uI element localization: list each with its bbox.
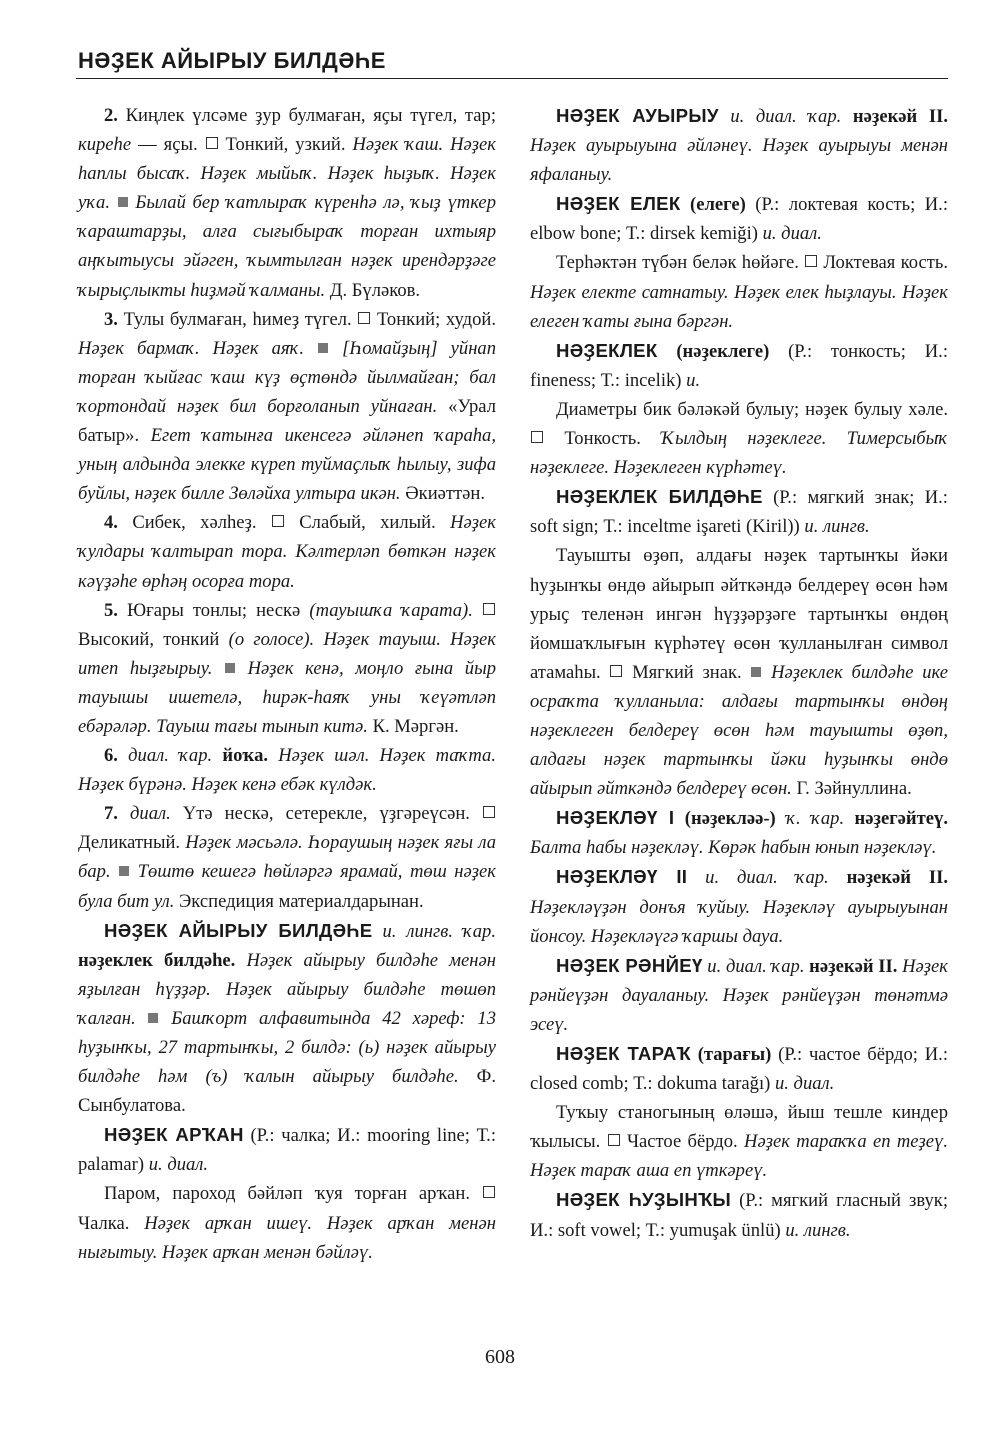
headword: НӘҘЕКЛЕК БИЛДӘҺЕ: [556, 486, 763, 508]
entry-nazek-huzynky: НӘҘЕК ҺУҘЫНҠЫ (Р.: мягкий гласный звук; И.: soft vowel; Т.: yumuşak ünlü) и. лингв.: [530, 1189, 948, 1241]
sense-4: 4. Сибек, хәлһеҙ. Слабый, хилый. Нәҙек ҡулдары ҡалтырап тора. Кәлтерләп бөткән нәҙек кәүҙәһе өрһәң осорға тора.: [78, 512, 496, 592]
quote-square-icon: [318, 343, 328, 353]
translation-box-icon: [206, 137, 218, 149]
translation-box-icon: [483, 806, 495, 818]
entry-nazek-tarak: НӘҘЕК ТАРАҠ (тарағы) (Р.: частое бёрдо; И.: closed comb; Т.: dokuma tarağı) и. диал.: [530, 1043, 948, 1095]
entry-nazek-arkan: НӘҘЕК АРҠАН (Р.: чалка; И.: mooring line; Т.: palamar) и. диал.: [78, 1124, 496, 1176]
headword: НӘҘЕК АЙЫРЫУ БИЛДӘҺЕ: [104, 919, 373, 941]
sense-6: 6. диал. ҡар. йоҡа. Нәҙек шәл. Нәҙек таҡта. Нәҙек бүрәнә. Нәҙек кенә ебәк күлдәк.: [78, 745, 496, 796]
entry-nazeklau-2: НӘҘЕКЛӘҮ II и. диал. ҡар. нәҙекәй II. Нәҙекләүҙән донъя ҡуйыу. Нәҙекләү ауырыуынан йонсоу. Нәҙекләүгә ҡаршы дауа.: [530, 866, 948, 947]
entry-nazek-elek-definition: Терһәктән түбән беләк һөйәге. Локтевая кость. Нәҙек електе сатнатыу. Нәҙек елек һыҙлауы. Нәҙек елеген ҡаты ғына бәргән.: [530, 252, 948, 332]
translation-box-icon: [272, 515, 284, 527]
entry-nazeklek-bildahe: НӘҘЕКЛЕК БИЛДӘҺЕ (Р.: мягкий знак; И.: soft sign; Т.: inceltme işareti (Kiril)) и. лингв.: [530, 486, 948, 538]
headword: НӘҘЕКЛЕК: [556, 339, 658, 361]
right-column: [530, 101, 948, 1245]
translation-box-icon: [805, 255, 817, 267]
entry-nazek-aiyryu-bildahe: НӘҘЕК АЙЫРЫУ БИЛДӘҺЕ и. лингв. ҡар. нәҙеклек билдәһе. Нәҙек айырыу билдәһе менән яҙылған һүҙҙәр. Нәҙек айырыу билдәһе төшөп ҡалған. Башҡорт алфавитында 42 хәреф: 13 һуҙынҡы, 27 тартынҡы, 2 билдә: (ь) нәҙек айырыу билдәһе һәм (ъ) ҡалын айырыу билдәһе. Ф. Сынбулатова.: [78, 919, 497, 1117]
quote-square-icon: [751, 667, 761, 677]
header-rule: [76, 78, 948, 79]
entry-nazeklek-bildahe-definition: Тауышты өҙөп, алдағы нәҙек тартынҡы йәки һуҙынҡы өндө айырып әйткәндә белдереү өсөн һәм урыҫ теленән ингән һүҙҙәрҙәге тартынҡы өндөң йомшаҡлығын күрһәтеү өсөн ҡулланылған символ атамаһы. Мягкий знак. Нәҙеклек билдәһе ике осраҡта ҡулланыла: алдағы тартынҡы өндөң нәҙеклеген белдереү өсөн һәм тауышты өҙөп, алдағы нәҙек тартынҡы йәки һуҙынҡы өндө айырып әйткәндә белдереү өсөн. Г. Зәйнуллина.: [530, 545, 948, 800]
headword: НӘҘЕК АРҠАН: [104, 1124, 244, 1146]
headword: НӘҘЕК РӘНЙЕҮ: [556, 954, 703, 976]
quote-square-icon: [118, 197, 128, 207]
headword: НӘҘЕК ТАРАҠ: [556, 1043, 691, 1064]
translation-box-icon: [610, 665, 622, 677]
headword: НӘҘЕК ҺУҘЫНҠЫ: [556, 1189, 732, 1211]
sense-3: 3. Тулы булмаған, һимеҙ түгел. Тонкий; худой. Нәҙек бармаҡ. Нәҙек аяҡ. [Һомайҙың] уйнап торған ҡыйғас ҡаш күҙ өҫтөндә йылмайған; бал ҡортондай нәҙек бил борғоланып уйнаған. «Урал батыр». Егет ҡатынға икенсегә әйләнеп ҡараһа, уның алдында элекке күреп туймаҫлыҡ һылыу, зифа буйлы, нәҙек билле Зөләйха ултыра икән. Әкиәттән.: [78, 308, 497, 505]
sense-7: 7. диал. Үтә нескә, сетерекле, үҙгәреүсән. Деликатный. Нәҙек мәсьәлә. Һораушың нәҙек яғы ла бар. Төштө кешегә һөйләргә ярамай, төш нәҙек була бит ул. Экспедиция материалдарынан.: [78, 803, 497, 912]
entry-nazek-tarak-definition: Туҡыу станогының өләшә, йыш тешле киндер ҡылысы. Частое бёрдо. Нәҙек тараҡҡа еп теҙеү. Нәҙек тараҡ аша еп үткәреү.: [530, 1102, 948, 1182]
entry-nazek-auyryu: НӘҘЕК АУЫРЫУ и. диал. ҡар. нәҙекәй II. Нәҙек ауырыуына әйләнеү. Нәҙек ауырыуы менән яфаланыу.: [530, 105, 948, 186]
headword: НӘҘЕКЛӘҮ II: [556, 866, 688, 888]
entry-nazeklek: НӘҘЕКЛЕК (нәҙеклеге) (Р.: тонкость; И.: fineness; Т.: incelik) и.: [530, 339, 948, 391]
translation-box-icon: [483, 1186, 495, 1198]
entry-nazek-elek: НӘҘЕК ЕЛЕК (елеге) (Р.: локтевая кость; И.: elbow bone; Т.: dirsek kemiği) и. диал.: [530, 193, 948, 245]
headword: НӘҘЕК АУЫРЫУ: [556, 105, 719, 126]
left-column: [78, 101, 496, 1267]
translation-box-icon: [531, 431, 543, 443]
translation-box-icon: [608, 1134, 620, 1146]
sense-5: 5. Юғары тонлы; нескә (тауышҡа ҡарата). Высокий, тонкий (о голосе). Нәҙек тауыш. Нәҙек итеп һыҙғырыу. Нәҙек кенә, моңло ғына йыр тауышы ишетелә, һирәк-һаяҡ уны ҡеүәтләп ебәрәләр. Тауыш тағы тынып китә. К. Мәргән.: [78, 599, 496, 737]
entry-nazeklau-1: НӘҘЕКЛӘҮ I (нәҙекләә-) ҡ. ҡар. нәҙегәйтеү. Балта һабы нәҙекләү. Көрәк һабын юнып нәҙекләү.: [530, 807, 948, 859]
quote-square-icon: [119, 866, 129, 876]
entry-nazeklek-definition: Диаметры бик бәләкәй булыу; нәҙек булыу хәле. Тонкость. Ҡылдың нәҙеклеге. Тимерсыбыҡ нәҙеклеге. Нәҙеклеген күрһәтеү.: [530, 398, 948, 479]
headword: НӘҘЕК ЕЛЕК: [556, 193, 681, 215]
translation-box-icon: [358, 312, 370, 324]
running-head: НӘҘЕК АЙЫРЫУ БИЛДӘҺЕ: [78, 48, 386, 73]
entry-nazek-arkan-definition: Паром, пароход бәйләп ҡуя торған арҡан. Чалка. Нәҙек арҡан ишеү. Нәҙек арҡан менән нығытыу. Нәҙек арҡан менән бәйләү.: [78, 1183, 496, 1263]
headword: НӘҘЕКЛӘҮ I: [556, 807, 675, 829]
translation-box-icon: [483, 603, 495, 615]
page-number: 608: [485, 1346, 515, 1368]
sense-2: 2. Киңлек үлсәме ҙур булмаған, яҫы түгел, тар; киреһе — яҫы. Тонкий, узкий. Нәҙек ҡаш. Нәҙек һаплы бысаҡ. Нәҙек мыйыҡ. Нәҙек һыҙыҡ. Нәҙек уҡа. Былай бер ҡатлыраҡ күренһә лә, ҡыҙ үткер ҡараштарҙы, алға сығыбыраҡ торған ихтыяр аңҡытыусы эйәген, ҡымтылған нәҙек ирендәрҙәге ҡырыҫлыкты һиҙмәй ҡалманы. Д. Бүләков.: [78, 105, 496, 301]
quote-square-icon: [148, 1013, 158, 1023]
quote-square-icon: [225, 663, 235, 673]
entry-nazek-ranyeu: НӘҘЕК РӘНЙЕҮ и. диал. ҡар. нәҙекәй II. Нәҙек рәнйеүҙән дауаланыу. Нәҙек рәнйеүҙән төнәтмә эсеү.: [530, 954, 948, 1035]
